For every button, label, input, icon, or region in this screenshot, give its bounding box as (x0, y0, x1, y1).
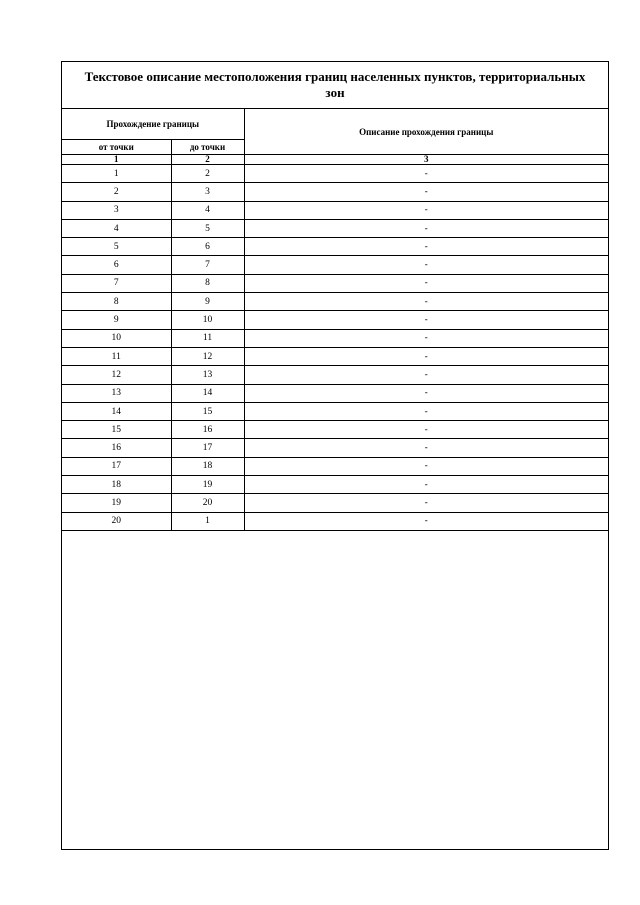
cell-from-point: 11 (62, 347, 171, 365)
cell-description: - (244, 402, 608, 420)
header-boundary-description: Описание прохождения границы (244, 109, 608, 155)
cell-description: - (244, 366, 608, 384)
cell-description: - (244, 256, 608, 274)
table-row (62, 402, 608, 420)
table-row (62, 165, 608, 183)
cell-description: - (244, 238, 608, 256)
cell-to-point: 17 (171, 439, 244, 457)
cell-description: - (244, 329, 608, 347)
cell-to-point: 9 (171, 293, 244, 311)
header-boundary-passage: Прохождение границы (62, 109, 244, 140)
cell-to-point: 19 (171, 476, 244, 494)
table-row (62, 311, 608, 329)
cell-to-point: 13 (171, 366, 244, 384)
boundary-table-body (62, 109, 608, 530)
cell-description: - (244, 439, 608, 457)
document-title: Текстовое описание местоположения границ населенных пунктов, территориальных зон (62, 62, 608, 109)
cell-to-point: 20 (171, 494, 244, 512)
cell-description: - (244, 311, 608, 329)
table-row (62, 347, 608, 365)
cell-description: - (244, 512, 608, 530)
cell-to-point: 16 (171, 421, 244, 439)
cell-from-point: 14 (62, 402, 171, 420)
cell-from-point: 18 (62, 476, 171, 494)
header-from-point: от точки (62, 140, 171, 155)
column-number-1: 1 (62, 155, 171, 165)
cell-from-point: 1 (62, 165, 171, 183)
cell-from-point: 6 (62, 256, 171, 274)
cell-from-point: 9 (62, 311, 171, 329)
table-row (62, 238, 608, 256)
cell-to-point: 7 (171, 256, 244, 274)
table-row (62, 476, 608, 494)
cell-from-point: 19 (62, 494, 171, 512)
cell-from-point: 5 (62, 238, 171, 256)
cell-to-point: 2 (171, 165, 244, 183)
header-to-point: до точки (171, 140, 244, 155)
column-number-2: 2 (171, 155, 244, 165)
cell-description: - (244, 293, 608, 311)
cell-description: - (244, 183, 608, 201)
cell-from-point: 8 (62, 293, 171, 311)
table-row (62, 439, 608, 457)
document-frame (61, 61, 609, 850)
cell-to-point: 12 (171, 347, 244, 365)
table-row (62, 384, 608, 402)
cell-description: - (244, 274, 608, 292)
column-number-3: 3 (244, 155, 608, 165)
cell-from-point: 10 (62, 329, 171, 347)
boundary-table (62, 109, 608, 531)
cell-description: - (244, 201, 608, 219)
cell-from-point: 13 (62, 384, 171, 402)
table-row (62, 256, 608, 274)
table-row (62, 183, 608, 201)
cell-description: - (244, 494, 608, 512)
cell-description: - (244, 165, 608, 183)
table-row (62, 421, 608, 439)
cell-description: - (244, 457, 608, 475)
column-number-row (62, 155, 608, 165)
table-row (62, 329, 608, 347)
cell-from-point: 12 (62, 366, 171, 384)
cell-to-point: 11 (171, 329, 244, 347)
cell-from-point: 17 (62, 457, 171, 475)
cell-to-point: 4 (171, 201, 244, 219)
cell-to-point: 3 (171, 183, 244, 201)
table-row (62, 494, 608, 512)
cell-to-point: 5 (171, 219, 244, 237)
cell-to-point: 6 (171, 238, 244, 256)
table-row (62, 512, 608, 530)
cell-description: - (244, 219, 608, 237)
cell-from-point: 3 (62, 201, 171, 219)
header-row-group (62, 109, 608, 140)
cell-description: - (244, 421, 608, 439)
cell-to-point: 15 (171, 402, 244, 420)
cell-to-point: 14 (171, 384, 244, 402)
cell-to-point: 18 (171, 457, 244, 475)
table-row (62, 201, 608, 219)
table-row (62, 293, 608, 311)
cell-from-point: 2 (62, 183, 171, 201)
cell-from-point: 16 (62, 439, 171, 457)
cell-from-point: 7 (62, 274, 171, 292)
table-row (62, 219, 608, 237)
cell-to-point: 10 (171, 311, 244, 329)
cell-description: - (244, 384, 608, 402)
cell-description: - (244, 476, 608, 494)
cell-from-point: 15 (62, 421, 171, 439)
table-row (62, 366, 608, 384)
cell-from-point: 4 (62, 219, 171, 237)
table-row (62, 457, 608, 475)
cell-to-point: 8 (171, 274, 244, 292)
cell-from-point: 20 (62, 512, 171, 530)
table-row (62, 274, 608, 292)
cell-description: - (244, 347, 608, 365)
cell-to-point: 1 (171, 512, 244, 530)
